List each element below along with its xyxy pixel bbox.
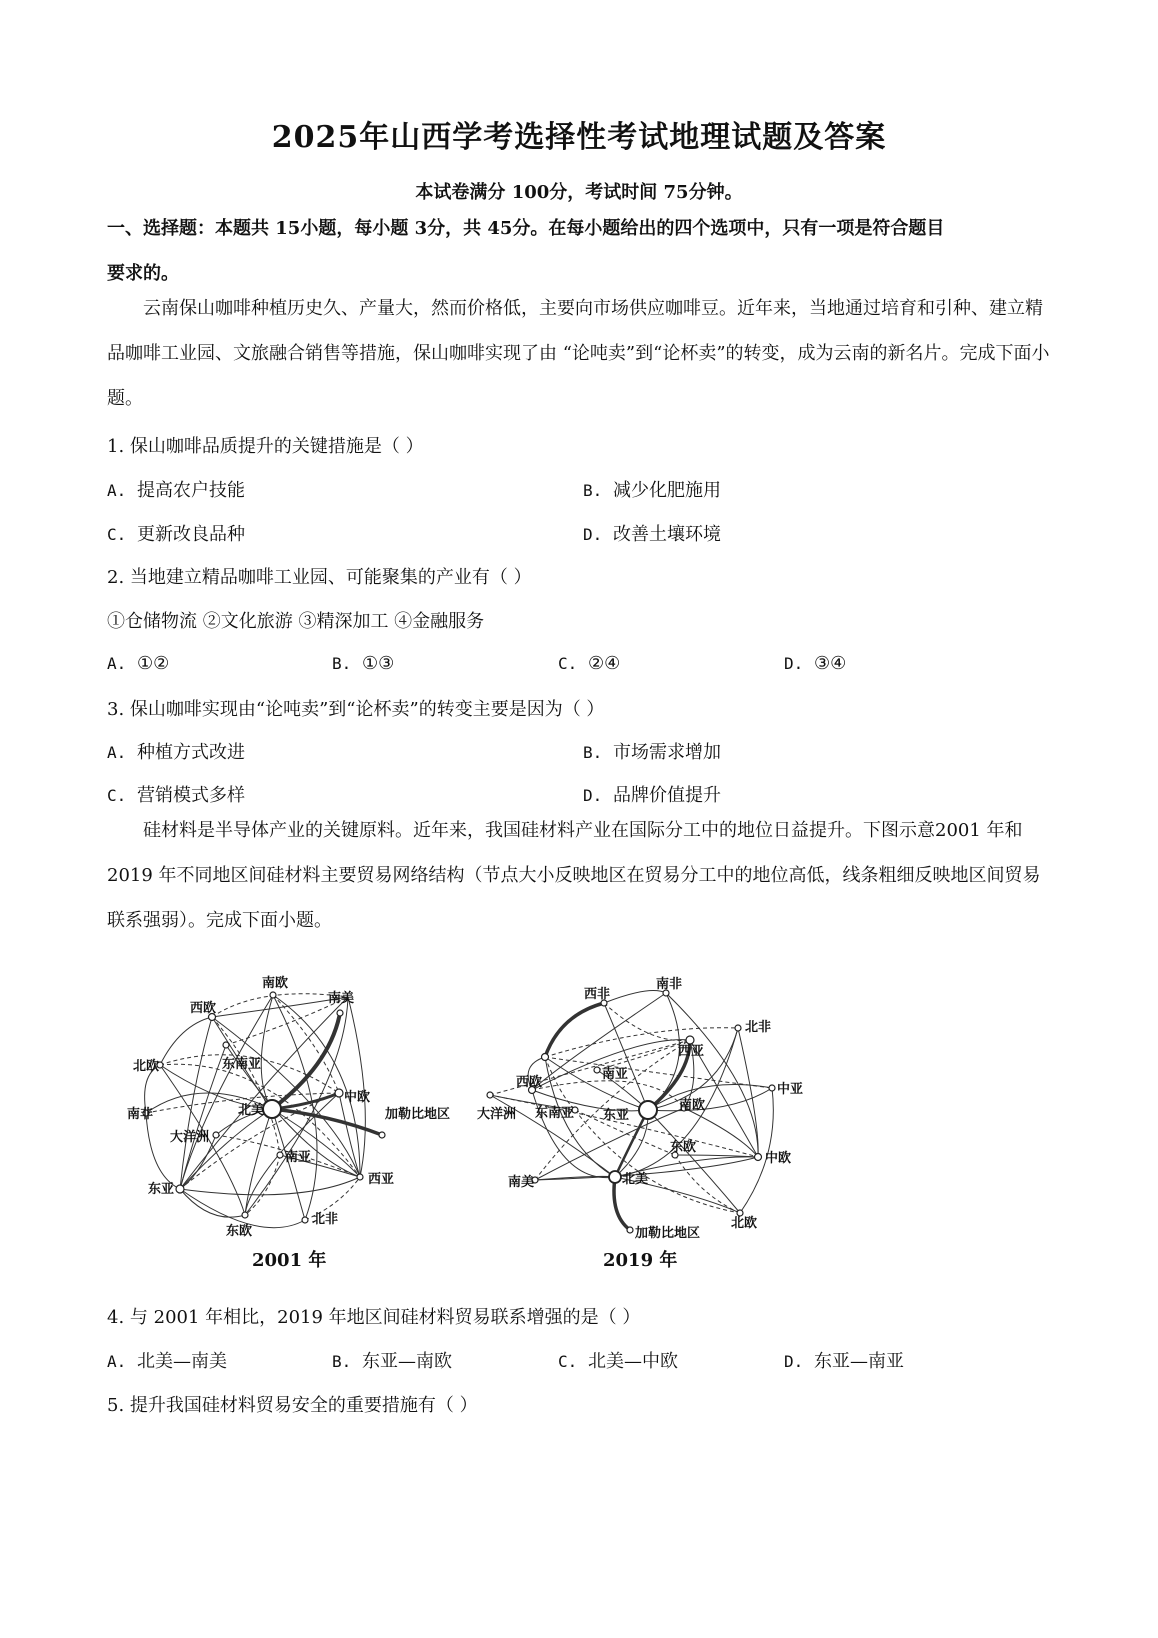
page-title: 2025年山西学考选择性考试地理试题及答案 xyxy=(271,120,887,155)
q2-option-b-letter: B. xyxy=(332,654,352,673)
q1-option-c-text: 更新改良品种 xyxy=(137,524,245,545)
label-2001-dong-nan-ya: 东南亚 xyxy=(222,1057,262,1072)
label-2001-nan-fei: 南非 xyxy=(127,1107,154,1122)
q1-option-d-letter: D. xyxy=(583,525,603,544)
q3-option-d[interactable] xyxy=(583,781,721,807)
q3-option-d-letter: D. xyxy=(583,786,603,805)
question-2-stem: 2. 当地建立精品咖啡工业园、可能聚集的产业有（ ） xyxy=(107,567,532,588)
q2-option-b[interactable] xyxy=(332,653,394,674)
q4-option-b-letter: B. xyxy=(332,1352,352,1371)
label-2001-nan-mei: 南美 xyxy=(328,991,355,1006)
q1-option-b[interactable] xyxy=(583,476,721,502)
label-2019-jia-le-bi: 加勒比地区 xyxy=(635,1226,701,1241)
label-2019-xi-ou: 西欧 xyxy=(516,1075,543,1090)
q4-option-d-text: 东亚—南亚 xyxy=(814,1351,904,1372)
q1-option-a-letter: A. xyxy=(107,481,127,500)
q1-option-b-letter: B. xyxy=(583,481,603,500)
q3-option-d-text: 品牌价值提升 xyxy=(613,785,721,806)
label-2019-xi-fei: 西非 xyxy=(584,987,611,1002)
q3-option-b[interactable] xyxy=(583,738,721,764)
q4-option-a[interactable] xyxy=(107,1347,227,1373)
q3-option-b-letter: B. xyxy=(583,743,603,762)
q2-option-d-letter: D. xyxy=(784,654,804,673)
label-2001-bei-mei: 北美 xyxy=(238,1103,265,1118)
q4-option-b[interactable] xyxy=(332,1347,452,1373)
q3-option-b-text: 市场需求增加 xyxy=(613,742,721,763)
q1-option-a[interactable] xyxy=(107,476,245,502)
label-2001-nan-ou: 南欧 xyxy=(262,976,289,991)
label-2019-bei-fei: 北非 xyxy=(745,1020,772,1035)
label-2019-nan-ya: 南亚 xyxy=(602,1067,629,1082)
section-heading-line-1: 一、选择题：本题共 15小题，每小题 3分，共 45分。在每小题给出的四个选项中，只有一项是符合题目 xyxy=(107,218,945,239)
q3-option-a-letter: A. xyxy=(107,743,127,762)
label-2019-zhong-ou: 中欧 xyxy=(765,1151,792,1166)
label-2019-dong-ou: 东欧 xyxy=(670,1140,697,1155)
q1-option-b-text: 减少化肥施用 xyxy=(613,480,721,501)
label-2019-dong-nan-ya: 东南亚 xyxy=(535,1106,575,1121)
figure-caption-2019: 2019 年 xyxy=(603,1250,678,1271)
q3-option-c-letter: C. xyxy=(107,786,127,805)
q2-option-c-text: ②④ xyxy=(588,653,621,674)
label-2001-zhong-ou: 中欧 xyxy=(344,1090,371,1105)
q2-option-d[interactable] xyxy=(784,653,846,674)
q2-option-d-text: ③④ xyxy=(814,653,847,674)
q4-option-d[interactable] xyxy=(784,1347,904,1373)
q4-option-a-letter: A. xyxy=(107,1352,127,1371)
q3-option-c[interactable] xyxy=(107,781,245,807)
label-2001-xi-ya: 西亚 xyxy=(368,1172,395,1187)
q2-option-a-letter: A. xyxy=(107,654,127,673)
label-2019-xi-ya: 西亚 xyxy=(678,1044,705,1059)
label-2001-dong-ya: 东亚 xyxy=(148,1182,175,1197)
figure-caption-2001: 2001 年 xyxy=(252,1250,327,1271)
q2-option-a[interactable] xyxy=(107,653,169,674)
label-2019-bei-mei: 北美 xyxy=(622,1172,649,1187)
label-2019-dong-ya: 东亚 xyxy=(603,1108,630,1123)
label-2001-dong-ou: 东欧 xyxy=(226,1224,253,1239)
label-2001-xi-ou: 西欧 xyxy=(190,1001,217,1016)
label-2001-jia-le-bi: 加勒比地区 xyxy=(385,1107,451,1122)
question-1-stem: 1. 保山咖啡品质提升的关键措施是（ ） xyxy=(107,436,424,457)
q1-option-d-text: 改善土壤环境 xyxy=(613,524,721,545)
q3-option-c-text: 营销模式多样 xyxy=(137,785,245,806)
label-2019-bei-ou: 北欧 xyxy=(731,1216,758,1231)
label-2019-nan-fei: 南非 xyxy=(656,977,683,992)
q4-option-b-text: 东亚—南欧 xyxy=(362,1351,452,1372)
q1-option-c-letter: C. xyxy=(107,525,127,544)
trade-network-figure xyxy=(0,965,1158,1275)
q1-option-d[interactable] xyxy=(583,520,721,546)
q4-option-c-letter: C. xyxy=(558,1352,578,1371)
q2-option-c-letter: C. xyxy=(558,654,578,673)
question-4-stem: 4. 与 2001 年相比，2019 年地区间硅材料贸易联系增强的是（ ） xyxy=(107,1307,641,1328)
label-2001-bei-ou: 北欧 xyxy=(133,1059,160,1074)
question-5-stem: 5. 提升我国硅材料贸易安全的重要措施有（ ） xyxy=(107,1395,478,1416)
label-2019-nan-ou: 南欧 xyxy=(679,1098,706,1113)
q3-option-a-text: 种植方式改进 xyxy=(137,742,245,763)
q4-option-c[interactable] xyxy=(558,1347,678,1373)
passage-coffee: 云南保山咖啡种植历史久、产量大，然而价格低，主要向市场供应咖啡豆。近年来，当地通过培育和引种、建立精品咖啡工业园、文旅融合销售等措施，保山咖啡实现了由 “论吨卖”到“论杯卖”的转变，成为云南的新名片。完成下面小题。 xyxy=(107,298,1050,409)
question-2-items: ①仓储物流 ②文化旅游 ③精深加工 ④金融服务 xyxy=(107,611,485,632)
passage-silicon: 硅材料是半导体产业的关键原料。近年来，我国硅材料产业在国际分工中的地位日益提升。下图示意2001 年和 2019 年不同地区间硅材料主要贸易网络结构（节点大小反映地区在贸易分工中的地位高低，线条粗细反映地区间贸易联系强弱）。完成下面小题。 xyxy=(107,820,1041,931)
q2-option-c[interactable] xyxy=(558,653,620,674)
q4-option-d-letter: D. xyxy=(784,1352,804,1371)
label-2001-nan-ya: 南亚 xyxy=(285,1150,312,1165)
label-2019-da-yang-zhou: 大洋洲 xyxy=(477,1107,517,1122)
question-3-stem: 3. 保山咖啡实现由“论吨卖”到“论杯卖”的转变主要是因为（ ） xyxy=(107,699,605,720)
q3-option-a[interactable] xyxy=(107,738,245,764)
network-2019 xyxy=(487,990,775,1233)
section-heading-line-2: 要求的。 xyxy=(107,263,179,284)
label-2001-da-yang-zhou: 大洋洲 xyxy=(170,1130,210,1145)
q2-option-b-text: ①③ xyxy=(362,653,395,674)
q4-option-c-text: 北美—中欧 xyxy=(588,1351,678,1372)
q2-option-a-text: ①② xyxy=(137,653,170,674)
label-2001-bei-fei: 北非 xyxy=(312,1212,339,1227)
q1-option-a-text: 提高农户技能 xyxy=(137,480,245,501)
label-2019-nan-mei: 南美 xyxy=(508,1175,535,1190)
label-2019-zhong-ya: 中亚 xyxy=(777,1082,804,1097)
q1-option-c[interactable] xyxy=(107,520,245,546)
exam-subtitle: 本试卷满分 100分，考试时间 75分钟。 xyxy=(415,182,743,203)
q4-option-a-text: 北美—南美 xyxy=(137,1351,227,1372)
